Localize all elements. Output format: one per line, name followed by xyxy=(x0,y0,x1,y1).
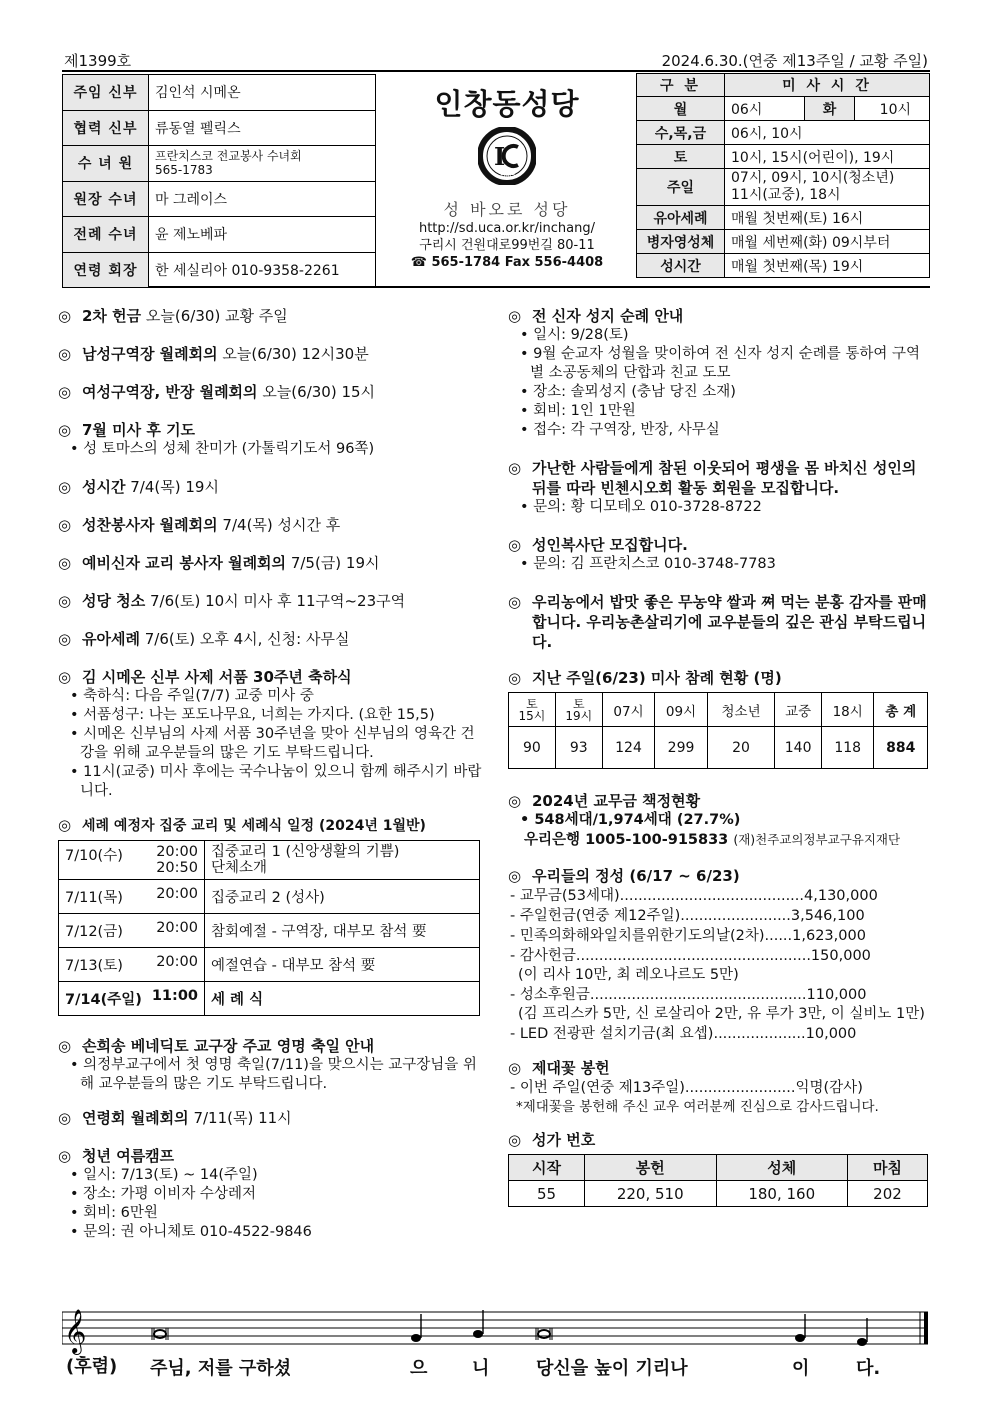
att-value: 140 xyxy=(775,727,822,769)
notice-title: 세례 예정자 집중 교리 및 세례식 일정 (2024년 1월반) xyxy=(82,818,426,834)
refrain-label: (후렴) xyxy=(66,1356,118,1377)
mass-day: 화 xyxy=(805,97,855,121)
bullet-symbol: ◎ xyxy=(58,554,72,572)
sched-date xyxy=(59,982,205,1016)
bullet-symbol: ◎ xyxy=(508,1131,522,1149)
offering-line: - 민족의화해와일치를위한기도의날(2차)......1,623,000 xyxy=(510,928,866,944)
table-row xyxy=(59,841,480,880)
notice-title: 가난한 사람들에게 참된 이웃되어 평생을 몸 바치신 성인의 뒤를 따라 빈첸시오회 활동 회원을 모집합니다. xyxy=(532,459,917,497)
notice-bullet: • 11시(교중) 미사 후에는 국수나눔이 있으니 함께 해주시기 바랍니다. xyxy=(58,763,483,801)
sched-day: 7/12(금) xyxy=(65,924,123,940)
bullet-symbol: ◎ xyxy=(58,1147,72,1165)
hymn-value: 202 xyxy=(848,1181,928,1207)
mass-head-label: 미 사 시 간 xyxy=(725,74,930,97)
notice-detail: 7/11(목) 11시 xyxy=(193,1109,292,1127)
sched-line: 집중교리 1 (신앙생활의 기쁨) xyxy=(211,844,400,860)
notice-title: 전 신자 성지 순례 안내 xyxy=(532,307,684,325)
bank-info xyxy=(508,830,932,850)
att-head: 07시 xyxy=(602,693,655,727)
att-head: 18시 xyxy=(821,693,874,727)
notice-title: 성시간 xyxy=(82,478,126,496)
att-head-line: 15시 xyxy=(518,708,546,723)
staff-role: 협력 신부 xyxy=(63,110,149,146)
notice-title: 유아세례 xyxy=(82,630,140,648)
bullet-symbol: ◎ xyxy=(508,1059,522,1077)
notice-item xyxy=(58,420,483,459)
header xyxy=(62,74,930,288)
notice-item xyxy=(508,458,932,517)
bullet-symbol: ◎ xyxy=(508,792,522,810)
sched-time-1: 20:00 xyxy=(156,844,198,860)
offering-line: - LED 전광판 설치기금(최 요셉)....................10,000 xyxy=(510,1026,857,1042)
notice-title: 김 시메온 신부 사제 서품 30주년 축하식 xyxy=(82,668,352,686)
bullet-symbol: ◎ xyxy=(58,383,72,401)
bullet-symbol: ◎ xyxy=(58,592,72,610)
offering-note: (김 프리스카 5만, 신 로살리아 2만, 유 루가 3만, 이 실비노 1만) xyxy=(518,1006,925,1022)
notice-title: 여성구역장, 반장 월례회의 xyxy=(82,383,258,401)
baptism-schedule-table xyxy=(58,840,480,1016)
att-head: 09시 xyxy=(655,693,708,727)
sched-content: 예절연습 - 대부모 참석 要 xyxy=(205,948,480,982)
notice-item xyxy=(508,306,932,440)
top-line xyxy=(62,50,930,72)
staff-role: 연령 회장 xyxy=(63,252,149,288)
bullet-symbol: ◎ xyxy=(58,421,72,439)
notice-bullet: • 축하식: 다음 주일(7/7) 교중 미사 중 xyxy=(58,687,483,706)
bullet-symbol: ◎ xyxy=(58,816,72,834)
sched-day: 7/13(토) xyxy=(65,958,123,974)
notice-detail: 7/5(금) 19시 xyxy=(290,554,380,572)
bullet-symbol: ◎ xyxy=(508,669,522,687)
mass-head-label: 구 분 xyxy=(637,74,725,97)
hymn-head: 마침 xyxy=(848,1155,928,1181)
att-value: 884 xyxy=(874,727,928,769)
sched-line: 단체소개 xyxy=(211,860,268,876)
notice-title: 성가 번호 xyxy=(532,1131,596,1149)
treble-clef-icon: 𝄞 xyxy=(64,1309,87,1353)
offering-note: (이 리사 10만, 최 레오나르도 5만) xyxy=(518,967,739,983)
lyric: 으 xyxy=(410,1358,428,1379)
notice-item xyxy=(58,591,483,611)
offering-line: - 감사헌금...................................................150,000 xyxy=(510,948,871,964)
mass-time: 10시 xyxy=(855,97,930,121)
staff-table xyxy=(62,74,376,288)
staff-name: 마 그레이스 xyxy=(149,181,376,217)
notice-item xyxy=(508,1058,932,1116)
staff-name: 한 세실리아 010-9358-2261 xyxy=(149,252,376,288)
table-row xyxy=(509,1181,928,1207)
sched-time: 20:00 xyxy=(156,920,198,936)
parish-logo-icon xyxy=(478,127,536,185)
notice-bullet: • 장소: 가평 이비자 수상레저 xyxy=(58,1185,483,1204)
notice-bullet: • 회비: 6만원 xyxy=(58,1204,483,1223)
mass-day: 주일 xyxy=(637,169,725,206)
quarter-note-icon xyxy=(473,1310,483,1338)
notice-item xyxy=(58,629,483,649)
mass-day: 성시간 xyxy=(637,254,725,278)
quarter-note-icon xyxy=(857,1318,867,1346)
lyric: 주님, 저를 구하셨 xyxy=(150,1358,292,1379)
mass-time: 매월 첫번째(토) 16시 xyxy=(725,206,930,230)
refrain-staff xyxy=(62,1300,930,1390)
notice-title: 2024년 교무금 책정현황 xyxy=(532,792,701,810)
notice-item xyxy=(58,1146,483,1242)
staff-role: 주임 신부 xyxy=(63,75,149,111)
left-column xyxy=(58,306,483,1256)
table-row xyxy=(59,880,480,914)
notice-title: 남성구역장 월례회의 xyxy=(82,345,218,363)
bullet-symbol: ◎ xyxy=(58,630,72,648)
sched-time: 20:00 xyxy=(156,954,198,970)
issue-number: 제1399호 xyxy=(64,52,132,70)
bank-holder: (재)천주교의정부교구유지재단 xyxy=(733,832,901,847)
sched-content xyxy=(205,841,480,880)
convent-name: 프란치스코 전교봉사 수녀회 xyxy=(155,149,302,164)
staff-role: 전례 수녀 xyxy=(63,217,149,253)
att-head: 교중 xyxy=(775,693,822,727)
att-value: 93 xyxy=(555,727,602,769)
mass-time: 06시 xyxy=(725,97,805,121)
notice-title: 우리농에서 밥맛 좋은 무농약 쌀과 쪄 먹는 분홍 감자를 판매합니다. 우리농촌살리기에 교우분들의 깊은 관심 부탁드립니다. xyxy=(532,593,927,651)
hymn-value: 55 xyxy=(509,1181,585,1207)
bullet-symbol: ◎ xyxy=(508,536,522,554)
parish-info xyxy=(378,74,636,288)
notice-item xyxy=(508,592,932,652)
sched-day: 7/11(목) xyxy=(65,890,123,906)
notice-title: 손희송 베네딕토 교구장 주교 영명 축일 안내 xyxy=(82,1037,375,1055)
mass-time: 매월 첫번째(목) 19시 xyxy=(725,254,930,278)
parish-url[interactable]: http://sd.uca.or.kr/inchang/ xyxy=(418,221,596,236)
staff-role: 수 녀 원 xyxy=(63,146,149,182)
bullet-symbol: ◎ xyxy=(58,478,72,496)
bullet-symbol: ◎ xyxy=(508,867,522,885)
notice-bullet: • 문의: 김 프란치스코 010-3748-7783 xyxy=(508,555,932,574)
sched-time: 11:00 xyxy=(151,988,198,1004)
notice-item xyxy=(58,382,483,402)
bullet-symbol: ◎ xyxy=(58,345,72,363)
notice-detail: 오늘(6/30) 교황 주일 xyxy=(145,307,288,325)
att-head-line: 19시 xyxy=(565,708,593,723)
table-row xyxy=(59,982,480,1016)
sched-date xyxy=(59,841,205,880)
att-head: 청소년 xyxy=(707,693,774,727)
notice-bullet: • 의정부교구에서 첫 영명 축일(7/11)을 맞으시는 교구장님을 위해 교우분들의 많은 기도 부탁드립니다. xyxy=(58,1056,483,1094)
notice-detail: 7/4(목) 19시 xyxy=(130,478,219,496)
table-row xyxy=(509,693,928,727)
staff-name xyxy=(149,146,376,182)
sched-date xyxy=(59,948,205,982)
table-row xyxy=(509,1155,928,1181)
notice-bullet: • 서품성구: 나는 포도나무요, 너희는 가지다. (요한 15,5) xyxy=(58,706,483,725)
hymn-value: 180, 160 xyxy=(716,1181,848,1207)
notice-item xyxy=(508,1130,932,1207)
notice-bullet: • 9월 순교자 성월을 맞이하여 전 신자 성지 순례를 통하여 구역별 소공동체의 단합과 친교 도모 xyxy=(508,345,932,383)
bullet-symbol: ◎ xyxy=(508,593,522,611)
notice-item xyxy=(58,553,483,573)
table-row xyxy=(509,727,928,769)
mass-time xyxy=(725,169,930,206)
notice-bullet: • 문의: 황 디모테오 010-3728-8722 xyxy=(508,498,932,517)
notice-title: 연령회 월례회의 xyxy=(82,1109,189,1127)
bullet-symbol: ◎ xyxy=(58,668,72,686)
notice-detail: 7/6(토) 오후 4시, 신청: 사무실 xyxy=(144,630,350,648)
notice-detail: 오늘(6/30) 15시 xyxy=(262,383,376,401)
notice-title: 성당 청소 xyxy=(82,592,146,610)
att-value: 20 xyxy=(707,727,774,769)
notice-title: 2차 헌금 xyxy=(82,307,142,325)
mass-time-line: 07시, 09시, 10시(청소년) xyxy=(731,170,895,186)
svg-text:I: I xyxy=(494,142,506,171)
bullet-symbol: ◎ xyxy=(508,459,522,477)
offering-line: - 교무금(53세대)........................................4,130,000 xyxy=(510,888,878,904)
lyric: 당신을 높이 기리나 xyxy=(536,1358,688,1379)
mass-day: 수,목,금 xyxy=(637,121,725,145)
notice-detail: 7/4(목) 성시간 후 xyxy=(222,516,341,534)
flower-line: - 이번 주일(연중 제13주일)........................익명(감사) xyxy=(510,1080,863,1096)
issue-date: 2024.6.30.(연중 제13주일 / 교황 주일) xyxy=(661,52,928,70)
bullet-symbol: ◎ xyxy=(508,307,522,325)
logo-year: 1997 xyxy=(500,174,516,181)
music-staff-svg xyxy=(62,1300,930,1390)
notice-title: 청년 여름캠프 xyxy=(82,1147,175,1165)
mass-time-line: 11시(교중), 18시 xyxy=(731,187,841,203)
hymn-head: 성체 xyxy=(716,1155,848,1181)
att-value: 118 xyxy=(821,727,874,769)
sched-date xyxy=(59,914,205,948)
notice-title: 우리들의 정성 (6/17 ~ 6/23) xyxy=(532,867,740,885)
sched-time: 20:00 xyxy=(156,886,198,902)
notice-item xyxy=(58,667,483,801)
notice-title: 성찬봉사자 월례회의 xyxy=(82,516,218,534)
notice-item xyxy=(58,1036,483,1094)
sched-content: 세 례 식 xyxy=(205,982,480,1016)
sched-day: 7/14(주일) xyxy=(65,992,142,1008)
staff-name: 류동열 펠릭스 xyxy=(149,110,376,146)
lyric: 니 xyxy=(472,1358,490,1379)
attendance-table xyxy=(508,692,928,769)
staff-name: 윤 제노베파 xyxy=(149,217,376,253)
notice-title: 성인복사단 모집합니다. xyxy=(532,536,688,554)
notice-item xyxy=(58,306,483,326)
notice-detail: 오늘(6/30) 12시30분 xyxy=(222,345,369,363)
hymn-value: 220, 510 xyxy=(585,1181,717,1207)
bullet-symbol: ◎ xyxy=(58,1109,72,1127)
bullet-symbol: ◎ xyxy=(58,1037,72,1055)
notice-detail: 7/6(토) 10시 미사 후 11구역~23구역 xyxy=(149,592,406,610)
att-head: 총 계 xyxy=(874,693,928,727)
att-head-line: 토 xyxy=(573,696,585,711)
hymn-head: 봉헌 xyxy=(585,1155,717,1181)
sched-content: 집중교리 2 (성사) xyxy=(205,880,480,914)
mass-day: 월 xyxy=(637,97,725,121)
mass-day: 유아세례 xyxy=(637,206,725,230)
parish-address: 구리시 건원대로99번길 80-11 xyxy=(419,238,595,253)
lyric: 다. xyxy=(856,1358,881,1379)
notice-title: 제대꽃 봉헌 xyxy=(532,1059,610,1077)
lyric: 이 xyxy=(792,1358,810,1379)
notice-item xyxy=(58,815,483,1016)
notice-bullet: • 548세대/1,974세대 (27.7%) xyxy=(508,811,932,830)
hymn-head: 시작 xyxy=(509,1155,585,1181)
notice-item xyxy=(58,477,483,497)
notice-bullet: • 일시: 7/13(토) ~ 14(주일) xyxy=(58,1166,483,1185)
breve-note-icon xyxy=(152,1328,168,1340)
mass-day: 병자영성체 xyxy=(637,230,725,254)
notice-item xyxy=(58,344,483,364)
notice-item xyxy=(58,1108,483,1128)
hymn-table xyxy=(508,1154,928,1207)
att-head xyxy=(555,693,602,727)
att-value: 124 xyxy=(602,727,655,769)
notice-bullet: • 문의: 권 아니체토 010-4522-9846 xyxy=(58,1223,483,1242)
notice-item xyxy=(508,668,932,769)
notice-bullet: • 성 토마스의 성체 찬미가 (가톨릭기도서 96쪽) xyxy=(58,440,483,459)
breve-note-icon xyxy=(536,1328,552,1340)
notice-title: 예비신자 교리 봉사자 월례회의 xyxy=(82,554,287,572)
notice-bullet: • 장소: 솔뫼성지 (충남 당진 소재) xyxy=(508,383,932,402)
parish-name: 인창동성당 xyxy=(434,87,580,121)
table-row xyxy=(59,948,480,982)
notice-item xyxy=(58,515,483,535)
notice-item xyxy=(508,866,932,1044)
sched-content: 참회예절 - 구역장, 대부모 참석 要 xyxy=(205,914,480,948)
notice-item xyxy=(508,535,932,574)
notice-bullet: • 회비: 1인 1만원 xyxy=(508,402,932,421)
staff-name: 김인석 시메온 xyxy=(149,75,376,111)
att-head xyxy=(509,693,556,727)
att-value: 90 xyxy=(509,727,556,769)
att-head-line: 토 xyxy=(526,696,538,711)
notice-item xyxy=(508,791,932,850)
bullet-symbol: ◎ xyxy=(58,307,72,325)
notice-bullet: • 시메온 신부님의 사제 서품 30주년을 맞아 신부님의 영육간 건강을 위해 교우분들의 많은 기도 부탁드립니다. xyxy=(58,725,483,763)
convent-phone: 565-1783 xyxy=(155,163,213,178)
offering-line: - 성소후원금...............................................110,000 xyxy=(510,987,867,1003)
parish-patron: 성 바오로 성당 xyxy=(443,200,571,219)
mass-day: 토 xyxy=(637,145,725,169)
flower-note: *제대꽃을 봉헌해 주신 교우 여러분께 진심으로 감사드립니다. xyxy=(516,1099,879,1115)
mass-schedule xyxy=(636,73,930,278)
mass-time: 06시, 10시 xyxy=(725,121,930,145)
att-value: 299 xyxy=(655,727,708,769)
bank-account: 우리은행 1005-100-915833 xyxy=(524,832,729,848)
table-row xyxy=(59,914,480,948)
sched-day: 7/10(수) xyxy=(65,848,123,864)
mass-time: 매월 세번째(화) 09시부터 xyxy=(725,230,930,254)
sched-date xyxy=(59,880,205,914)
mass-time: 10시, 15시(어린이), 19시 xyxy=(725,145,930,169)
staff-role: 원장 수녀 xyxy=(63,181,149,217)
right-column xyxy=(508,306,932,1221)
notice-title: 7월 미사 후 기도 xyxy=(82,421,196,439)
notice-bullet: • 일시: 9/28(토) xyxy=(508,326,932,345)
sched-time-2: 20:50 xyxy=(156,860,198,876)
parish-phone: ☎ 565-1784 Fax 556-4408 xyxy=(410,255,604,270)
sched-time xyxy=(156,844,198,876)
offering-line: - 주일헌금(연중 제12주일)........................3,546,100 xyxy=(510,908,865,924)
notice-bullet: • 접수: 각 구역장, 반장, 사무실 xyxy=(508,421,932,440)
bullet-symbol: ◎ xyxy=(58,516,72,534)
notice-title: 지난 주일(6/23) 미사 참례 현황 (명) xyxy=(532,669,782,687)
